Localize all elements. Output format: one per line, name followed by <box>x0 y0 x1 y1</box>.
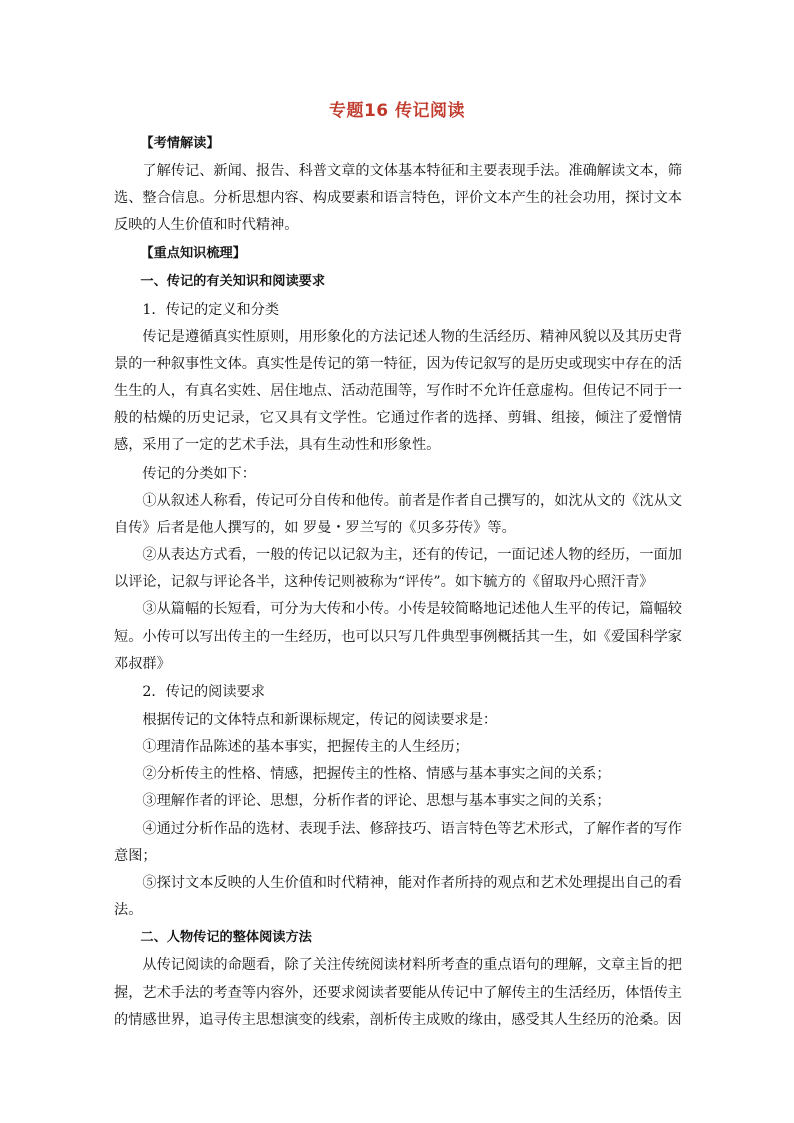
list-item: ②从表达方式看，一般的传记以记叙为主，还有的传记，一面记述人物的经历，一面加以评论，记叙与评论各半，这种传记则被称为“评传”。如卞毓方的《留取丹心照汗青》 <box>114 547 682 591</box>
section-heading-exam-analysis: 【考情解读】 <box>140 136 220 151</box>
subheading-definition: 1．传记的定义和分类 <box>142 301 280 318</box>
paragraph-exam-analysis: 了解传记、新闻、报告、科普文章的文体基本特征和主要表现手法。准确解读文本，筛选、整合信息。分析思想内容、构成要素和语言特色，评价文本产生的社会功用，探讨文本反映的人生价值和时代精神。 <box>114 163 682 234</box>
list-item: ③理解作者的评论、思想，分析作者的评论、思想与基本事实之间的关系； <box>142 793 611 810</box>
paragraph-definition: 传记是遵循真实性原则，用形象化的方法记述人物的生活经历、精神风貌以及其历史背景的一种叙事性文体。真实性是传记的第一特征，因为传记叙写的是历史或现实中存在的活生生的人，有真名实姓、居住地点、活动范围等，写作时不允许任意虚构。但传记不同于一般的枯燥的历史记录，它又具有文学性。它通过作者的选择、剪辑、组接，倾注了爱憎情感，采用了一定的艺术手法，具有生动性和形象性。 <box>114 328 682 454</box>
subheading-reading-requirements: 2．传记的阅读要求 <box>142 684 265 701</box>
document-body <box>114 130 682 1034</box>
paragraph-requirements-intro: 根据传记的文体特点和新课标规定，传记的阅读要求是： <box>142 712 498 729</box>
page-title: 专题16 传记阅读 <box>328 101 466 121</box>
list-item: ①理清作品陈述的基本事实，把握传主的人生经历； <box>142 739 469 756</box>
subheading-classification: 传记的分类如下： <box>142 465 256 482</box>
list-item: ①从叙述人称看，传记可分自传和他传。前者是作者自己撰写的，如沈从文的《沈从文自传》后者是他人撰写的，如 罗曼・罗兰写的《贝多芬传》等。 <box>114 492 682 536</box>
list-item: ②分析传主的性格、情感，把握传主的性格、情感与基本事实之间的关系； <box>142 766 611 783</box>
list-item: ⑤探讨文本反映的人生价值和时代精神，能对作者所持的观点和艺术处理提出自己的看法。 <box>114 875 682 919</box>
paragraph-reading-method: 从传记阅读的命题看，除了关注传统阅读材料所考查的重点语句的理解，文章主旨的把握，艺术手法的考查等内容外，还要求阅读者要能从传记中了解传主的生活经历，体悟传主的情感世界，追寻传主思想演变的线索，剖析传主成败的缘由，感受其人生经历的沧桑。因 <box>114 957 682 1028</box>
section-heading-one: 一、传记的有关知识和阅读要求 <box>140 273 326 289</box>
list-item: ③从篇幅的长短看，可分为大传和小传。小传是较简略地记述他人生平的传记，篇幅较短。小传可以写出传主的一生经历，也可以只写几件典型事例概括其一生，如《爱国科学家邓叔群》 <box>114 601 682 672</box>
section-heading-key-knowledge: 【重点知识梳理】 <box>140 245 246 261</box>
list-item: ④通过分析作品的选材、表现手法、修辞技巧、语言特色等艺术形式，了解作者的写作意图； <box>114 820 682 864</box>
section-heading-two: 二、人物传记的整体阅读方法 <box>140 930 312 946</box>
